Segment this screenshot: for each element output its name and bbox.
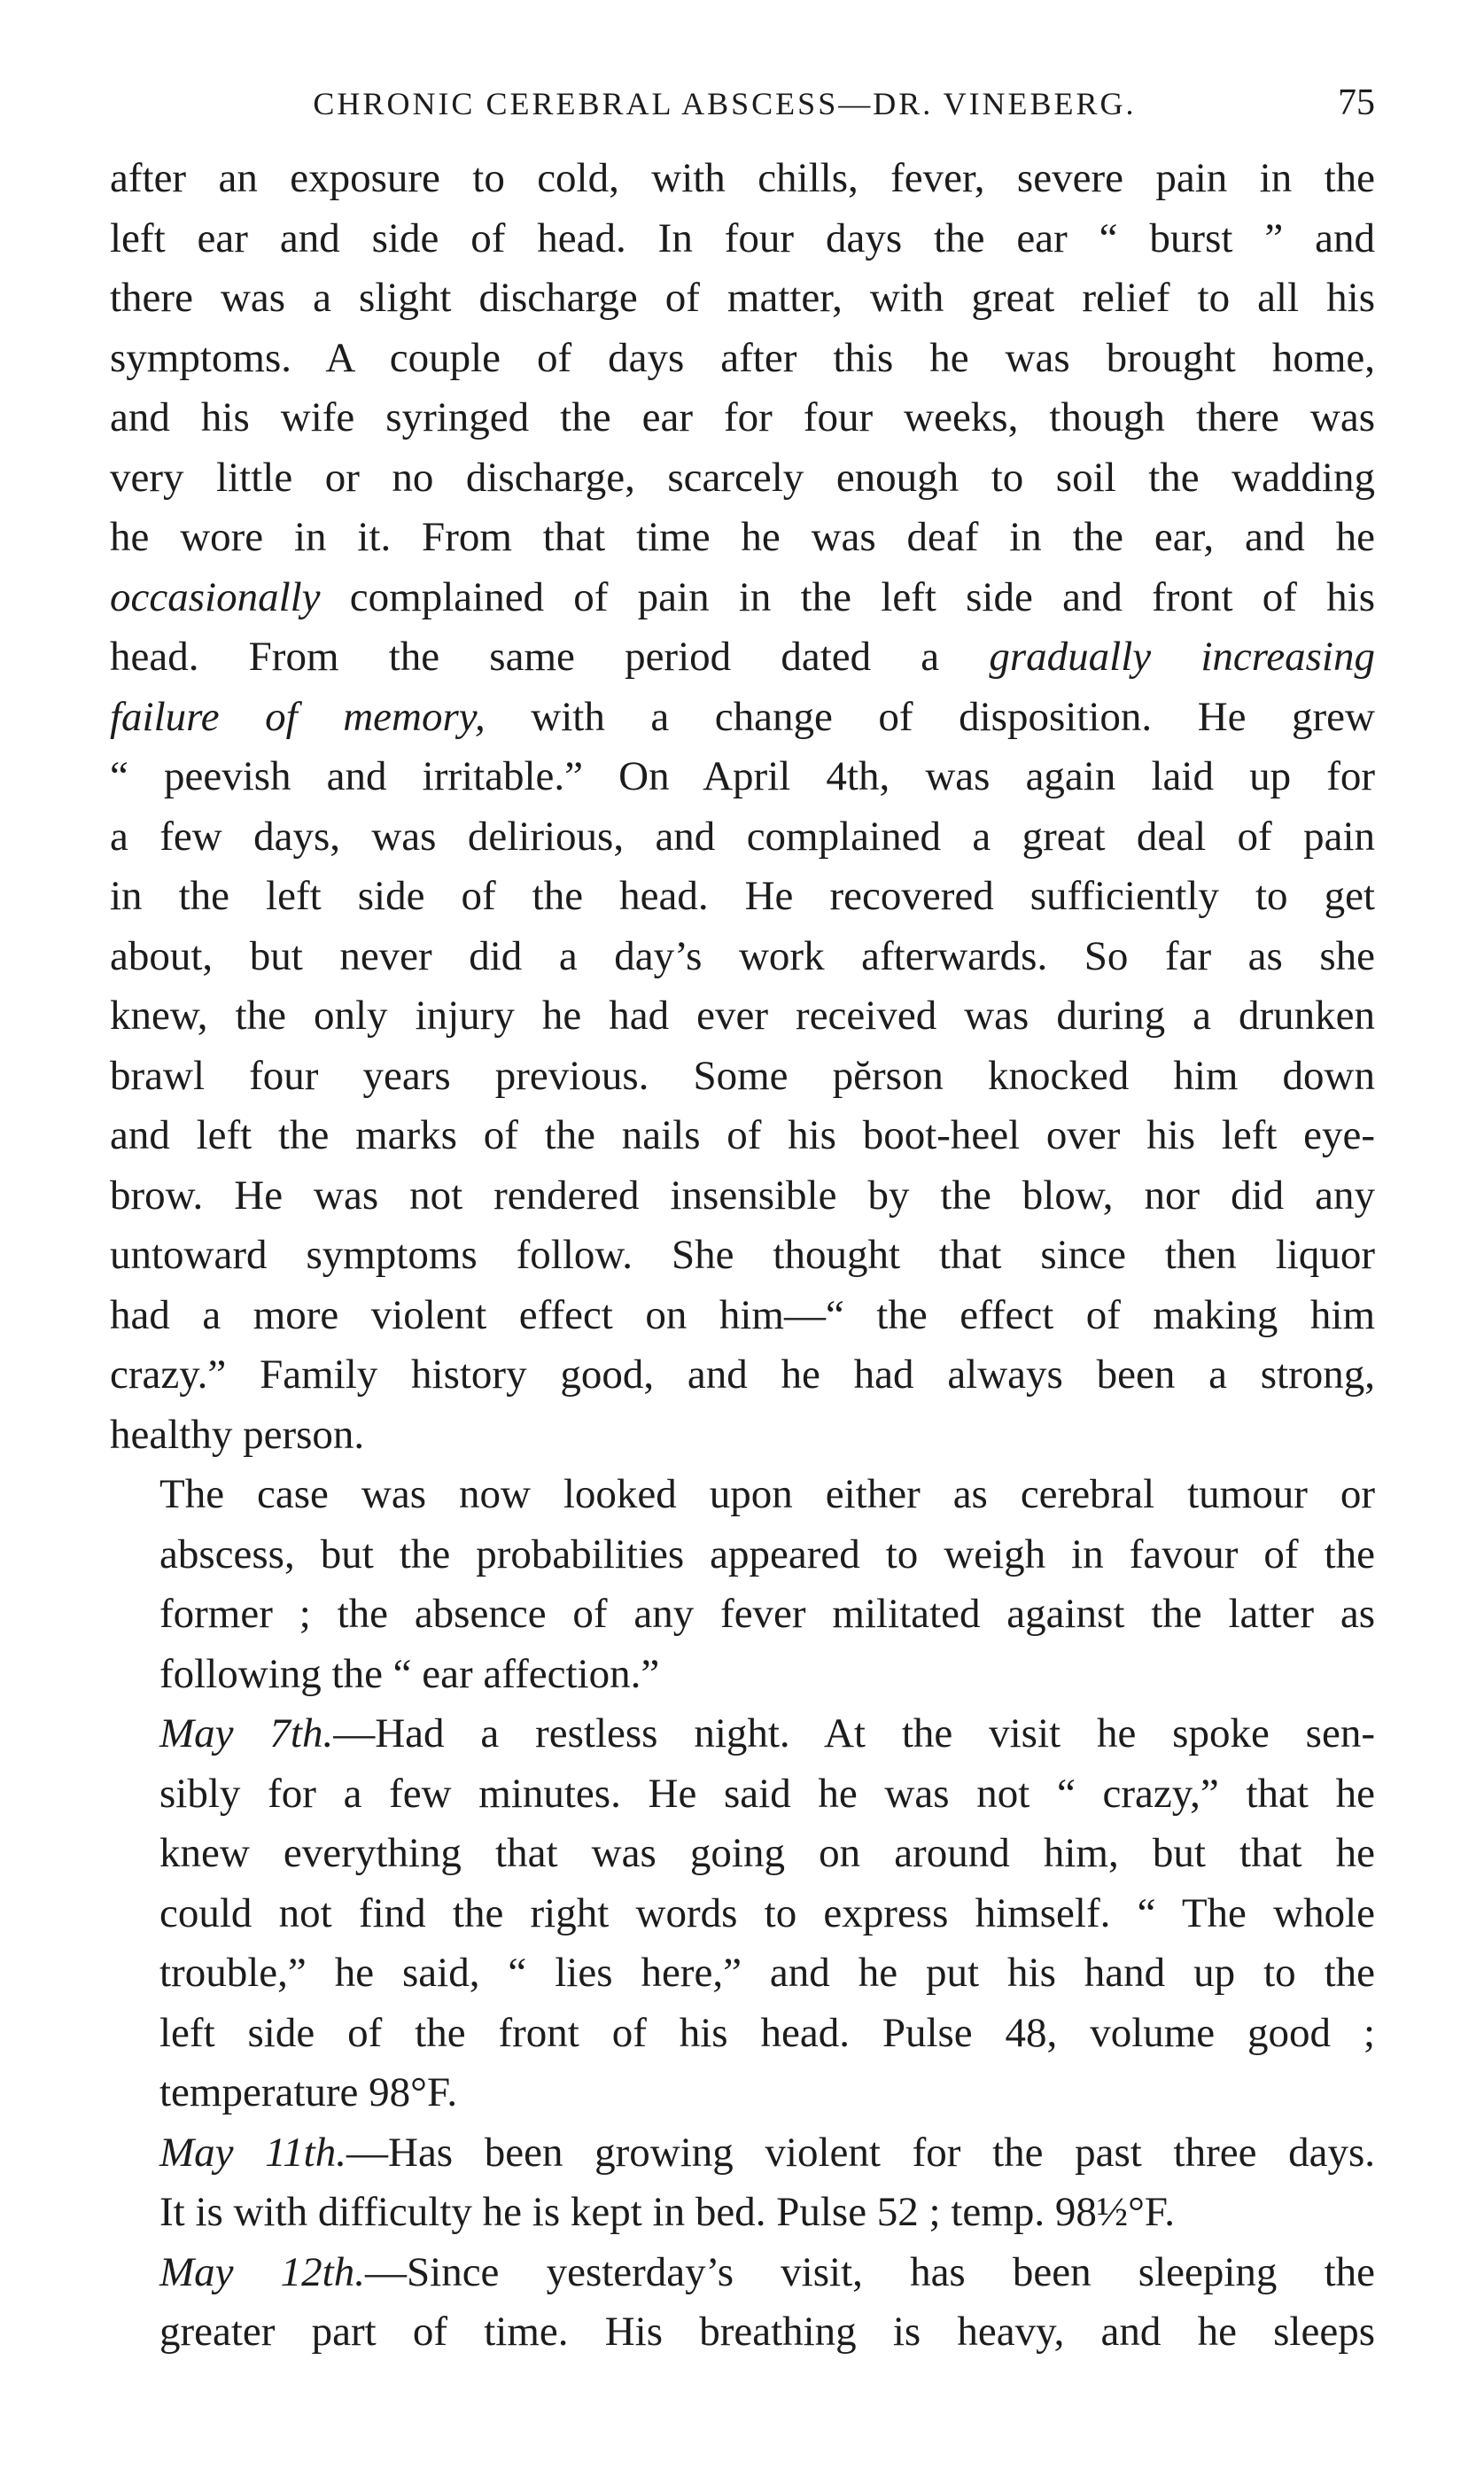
text-line: head. From the same period dated a gradually increasing xyxy=(110,634,1375,680)
page-number: 75 xyxy=(1338,82,1375,123)
text-line: It is with difficulty he is kept in bed. Pulse 52 ; temp. 98½°F. xyxy=(159,2189,1176,2235)
text-line: knew everything that was going on around him, but that he xyxy=(159,1830,1375,1876)
text-line: very little or no discharge, scarcely enough to soil the wadding xyxy=(110,454,1375,501)
text-line: and his wife syringed the ear for four weeks, though there was xyxy=(110,394,1375,440)
text-line: occasionally complained of pain in the left side and front of his xyxy=(110,573,1375,620)
text-line: brow. He was not rendered insensible by the blow, nor did any xyxy=(110,1172,1375,1219)
running-title: CHRONIC CEREBRAL ABSCESS—DR. VINEBERG. xyxy=(313,86,1137,121)
text-line: he wore in it. From that time he was deaf in the ear, and he xyxy=(110,514,1375,560)
text-line: May 7th.—Had a restless night. At the visit he spoke sen- xyxy=(159,1710,1375,1756)
text-line: greater part of time. His breathing is heavy, and he sleeps xyxy=(159,2309,1375,2355)
text-line: “ peevish and irritable.” On April 4th, was again laid up for xyxy=(110,753,1375,799)
text-line: in the left side of the head. He recovered sufficiently to get xyxy=(110,873,1375,919)
document-page xyxy=(110,78,1375,2363)
text-line: May 12th.—Since yesterday’s visit, has been sleeping the xyxy=(159,2248,1375,2295)
text-line: left ear and side of head. In four days the ear “ burst ” and xyxy=(110,214,1375,261)
body-text xyxy=(110,149,1375,2363)
text-line: trouble,” he said, “ lies here,” and he put his hand up to the xyxy=(159,1950,1375,1996)
text-line: former ; the absence of any fever militated against the latter as xyxy=(159,1591,1375,1637)
text-line: following the “ ear affection.” xyxy=(159,1650,660,1697)
text-line: and left the marks of the nails of his boot-heel over his left eye- xyxy=(110,1112,1375,1158)
text-line: knew, the only injury he had ever received was during a drunken xyxy=(110,993,1375,1039)
text-line: temperature 98°F. xyxy=(159,2069,458,2115)
text-line: crazy.” Family history good, and he had always been a strong, xyxy=(110,1351,1375,1398)
paragraph xyxy=(110,2123,1375,2243)
text-line: had a more violent effect on him—“ the effect of making him xyxy=(110,1291,1375,1338)
text-line: failure of memory, with a change of disposition. He grew xyxy=(110,693,1375,740)
text-line: The case was now looked upon either as cerebral tumour or xyxy=(159,1471,1375,1517)
text-line: there was a slight discharge of matter, with great relief to all his xyxy=(110,275,1375,321)
text-line: May 11th.—Has been growing violent for the past three days. xyxy=(159,2129,1376,2176)
text-line: healthy person. xyxy=(110,1411,365,1458)
text-line: after an exposure to cold, with chills, fever, severe pain in the xyxy=(110,155,1375,201)
paragraph xyxy=(110,1704,1375,2123)
text-line: symptoms. A couple of days after this he was brought home, xyxy=(110,334,1375,381)
running-head xyxy=(110,78,1375,140)
text-line: could not find the right words to express himself. “ The whole xyxy=(159,1889,1375,1936)
paragraph xyxy=(110,1465,1375,1704)
text-line: brawl four years previous. Some pĕrson knocked him down xyxy=(110,1052,1375,1099)
text-line: a few days, was delirious, and complained a great deal of pain xyxy=(110,813,1375,860)
text-line: abscess, but the probabilities appeared to weigh in favour of the xyxy=(159,1530,1375,1577)
text-line: left side of the front of his head. Pulse 48, volume good ; xyxy=(159,2009,1375,2056)
text-line: sibly for a few minutes. He said he was not “ crazy,” that he xyxy=(159,1770,1375,1817)
text-line: about, but never did a day’s work afterwards. So far as she xyxy=(110,932,1375,979)
paragraph xyxy=(110,2243,1375,2363)
paragraph xyxy=(110,149,1375,1465)
text-line: untoward symptoms follow. She thought that since then liquor xyxy=(110,1232,1375,1278)
